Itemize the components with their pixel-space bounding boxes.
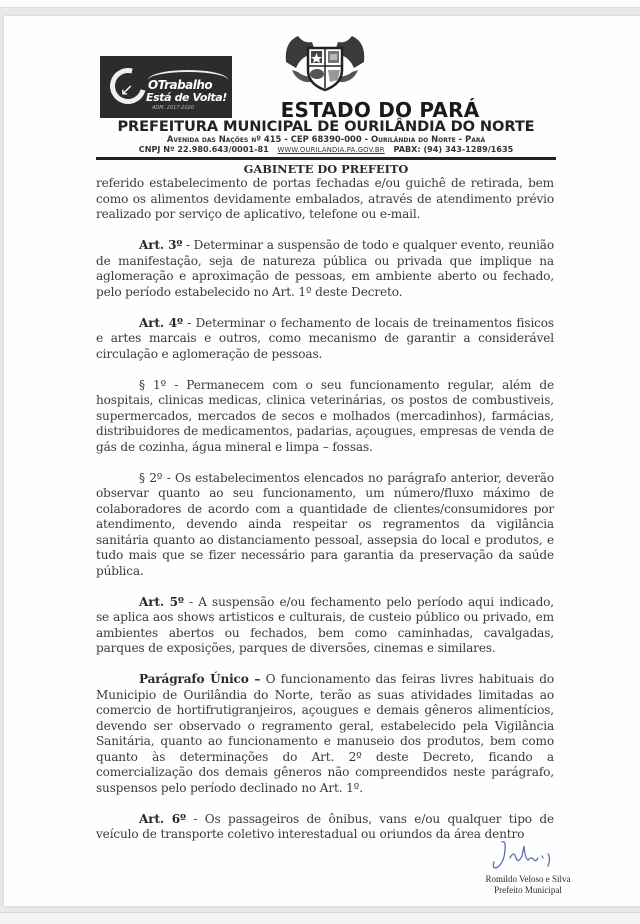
state-name: ESTADO DO PARÁ bbox=[280, 98, 480, 122]
signatory-role: Prefeito Municipal bbox=[494, 885, 562, 895]
sole-paragraph-text: O funcionamento das feiras livres habituais do Municipio de Ourilândia do Norte, terão as suas atividades limitadas ao comercio de hortifrutigranjeiros, açougues e demais gêneros alimentícios, devendo ser observado o regramento geral, estabelecido pela Vigilância Sanitária, quanto ao funcionamento e manuseio dos produtos, bem como quanto às determinações do Art. 2º deste Decreto, ficando a comercialização dos demais gêneros não compreendidos neste parágrafo, suspensos pelo período declinado no Art. 1º. bbox=[96, 672, 554, 795]
signatory-name: Romildo Veloso e Silva bbox=[485, 874, 571, 884]
paragraph-1: § 1º - Permanecem com o seu funcionamento regular, além de hospitais, clinicas medicas, clinica veterinárias, os postos de combustiveis, supermercados, mercados de secos e molhados (mercadinhos), farmácias, distribuidores de medicamentos, padarias, açougues, empresas de venda de gás de cozinha, água mineral e limpa – fossas. bbox=[96, 377, 554, 454]
next-page-edge bbox=[0, 912, 640, 924]
article-3-text: - Determinar a suspensão de todo e qualquer evento, reunião de manifestação, seja de natureza pública ou privada que implique na aglomeração e aproximação de pessoas, em ambiente aberto ou fechado, pelo período estabelecido no Art. 1º deste Decreto. bbox=[96, 238, 554, 299]
pabx-phone: PABX: (94) 343-1289/1635 bbox=[393, 144, 514, 154]
article-4-label: Art. 4º bbox=[139, 315, 183, 330]
header-divider bbox=[96, 157, 556, 160]
logo-line-2: Está de Volta! bbox=[146, 91, 227, 104]
address: Avenida das Nações nº 415 - CEP 68390-000 - Ourilândia do Norte - Pará bbox=[166, 134, 486, 144]
article-5-label: Art. 5º bbox=[139, 594, 184, 609]
logo-line-3: ADM. 2017-2020 bbox=[152, 105, 195, 111]
article-3-label: Art. 3º bbox=[139, 238, 183, 252]
department-title: GABINETE DO PREFEITO bbox=[243, 162, 409, 176]
website-link[interactable]: WWW.OURILANDIA.PA.GOV.BR bbox=[277, 146, 385, 154]
previous-page-edge bbox=[0, 0, 640, 8]
sole-paragraph-label: Parágrafo Único – bbox=[139, 672, 261, 686]
article-4 bbox=[96, 316, 554, 363]
article-5-text: - A suspensão e/ou fechamento pelo período aqui indicado, se aplica aos shows artisticos e culturais, de custeio público ou privado, em ambientes abertos ou fechados, bem como caminhadas, cavalgadas, parques de exposições, parques de diversões, cinemas e similares. bbox=[96, 594, 554, 655]
decree-body bbox=[96, 176, 554, 843]
handwritten-signature-icon bbox=[488, 838, 558, 874]
cnpj: CNPJ Nº 22.980.643/0001-81 bbox=[138, 144, 269, 154]
article-3 bbox=[96, 238, 554, 300]
paragraph-2: § 2º - Os estabelecimentos elencados no parágrafo anterior, deverão observar quanto ao seu funcionamento, um número/fluxo máximo de colaboradores de acordo com a quantidade de clientes/consumidores por atendimento, devendo ainda respeitar os regramentos da vigilância sanitária quanto ao distanciamento pessoal, assepsia do local e produtos, e tudo mais que se fizer necessário para garantia da preservação da saúde pública. bbox=[96, 470, 554, 578]
article-5 bbox=[96, 595, 554, 657]
municipal-coat-of-arms-icon bbox=[282, 32, 368, 94]
continuation-paragraph: referido estabelecimento de portas fechadas e/ou guichê de retirada, bem como os alimentos devidamente embalados, através de atendimento prévio realizado por serviço de aplicativo, telefone ou e-mail. bbox=[96, 176, 554, 221]
article-6 bbox=[96, 812, 554, 843]
article-6-label: Art. 6º bbox=[139, 811, 186, 826]
article-6-text: - Os passageiros de ônibus, vans e/ou qualquer tipo de veículo de transporte coletivo interestadual ou oriundos da área dentro bbox=[96, 811, 554, 841]
contact-line bbox=[96, 144, 556, 154]
prefeitura-name: PREFEITURA MUNICIPAL DE OURILÂNDIA DO NORTE bbox=[117, 118, 535, 135]
sole-paragraph bbox=[96, 672, 554, 796]
logo-line-1: OTrabalho bbox=[148, 78, 213, 92]
arrow-icon: ↙ bbox=[120, 80, 134, 99]
article-4-text: - Determinar o fechamento de locais de treinamentos fisicos e artes marcais e outros, como mecanismo de garantir a considerável circulação e aglomeração de pessoas. bbox=[96, 315, 554, 361]
